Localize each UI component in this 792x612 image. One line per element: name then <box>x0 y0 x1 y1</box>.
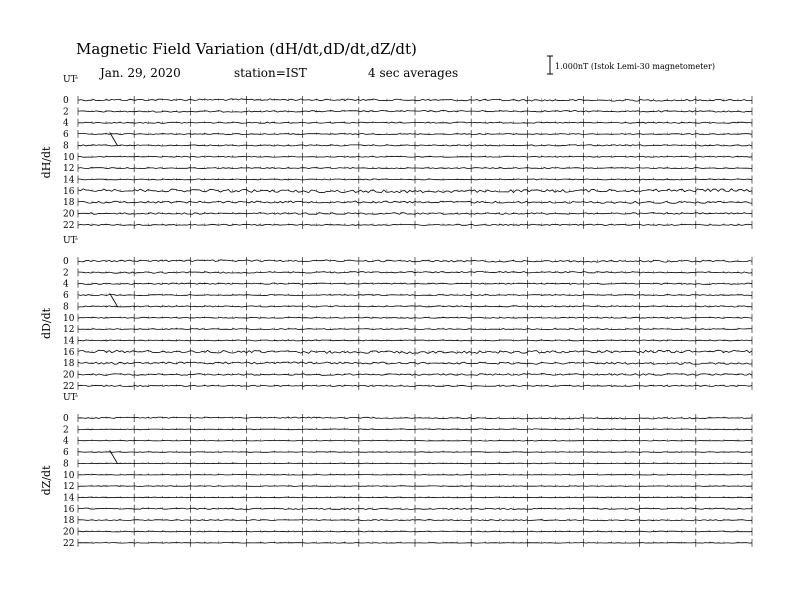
hour-tick-label: 4 <box>63 436 69 447</box>
trace-line <box>78 497 752 498</box>
hour-tick-label: 12 <box>63 482 75 493</box>
hour-tick-label: 22 <box>63 381 75 392</box>
hour-tick-label: 18 <box>63 516 75 527</box>
hour-tick-label: 2 <box>63 425 69 436</box>
ut-label: UT <box>63 75 77 85</box>
hour-tick-label: 20 <box>63 370 75 381</box>
hour-tick-label: 2 <box>63 268 69 279</box>
hour-tick-label: 8 <box>63 459 69 470</box>
trace-line <box>78 531 752 532</box>
hour-tick-label: 0 <box>63 257 69 267</box>
hour-tick-label: 16 <box>63 504 75 515</box>
trace-line <box>78 452 752 453</box>
hour-tick-label: 14 <box>63 336 75 347</box>
hour-tick-label: 18 <box>63 198 75 209</box>
panel-axis-label: dD/dt <box>40 307 53 339</box>
hour-tick-label: 6 <box>63 130 69 141</box>
panel-axis-label: dH/dt <box>40 146 53 179</box>
scale-label: 1.000nT (Istok Lemi-30 magnetometer) <box>555 62 715 71</box>
hour-tick-label: 4 <box>63 118 69 129</box>
hour-tick-label: 16 <box>63 347 75 358</box>
hour-tick-label: 10 <box>63 152 75 163</box>
diagonal-marker <box>110 132 118 146</box>
trace-line <box>78 543 752 544</box>
panels-layer <box>40 75 752 549</box>
ut-label: UT <box>63 393 77 403</box>
hour-tick-label: 12 <box>63 164 75 175</box>
panel-axis-label: dZ/dt <box>40 465 53 496</box>
hour-tick-label: 22 <box>63 220 75 231</box>
averaging-label: 4 sec averages <box>368 66 459 80</box>
hour-tick-label: 20 <box>63 209 75 220</box>
hour-tick-label: 0 <box>63 96 69 106</box>
hour-tick-label: 8 <box>63 302 69 313</box>
chart-title: Magnetic Field Variation (dH/dt,dD/dt,dZ/dt) <box>76 40 417 58</box>
hour-tick-label: 8 <box>63 141 69 152</box>
trace-line <box>78 475 752 476</box>
hour-tick-label: 2 <box>63 107 69 118</box>
hour-tick-label: 6 <box>63 448 69 459</box>
date-label: Jan. 29, 2020 <box>100 66 181 80</box>
hour-tick-label: 14 <box>63 175 75 186</box>
hour-tick-label: 12 <box>63 325 75 336</box>
hour-tick-label: 10 <box>63 470 75 481</box>
trace-line <box>78 440 752 441</box>
hour-tick-label: 4 <box>63 279 69 290</box>
hour-tick-label: 20 <box>63 527 75 538</box>
hour-tick-label: 10 <box>63 313 75 324</box>
hour-tick-label: 14 <box>63 493 75 504</box>
hour-tick-label: 16 <box>63 186 75 197</box>
hour-tick-label: 6 <box>63 291 69 302</box>
hour-tick-label: 22 <box>63 538 75 549</box>
hour-tick-label: 0 <box>63 414 69 424</box>
hour-tick-label: 18 <box>63 359 75 370</box>
ut-label: UT <box>63 236 77 246</box>
station-label: station=IST <box>234 66 307 80</box>
